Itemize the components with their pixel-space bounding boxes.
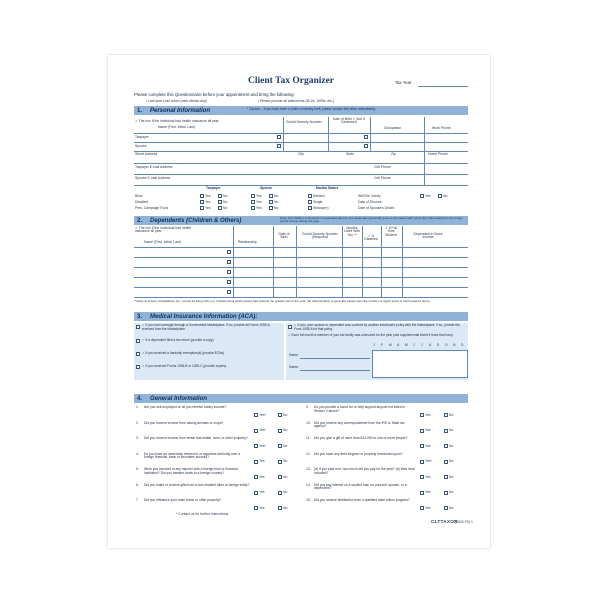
question-text: Did you refinance your main home or other property?: [144, 498, 222, 502]
spouse-blind-yes: Yes: [256, 194, 262, 198]
answer-no-label: No: [283, 443, 288, 448]
aca-name-label-2: Name:: [289, 365, 299, 369]
taxpayer-blind-yes: Yes: [205, 194, 211, 198]
answer-yes-box[interactable]: [420, 460, 424, 464]
answer-yes-box[interactable]: [254, 460, 258, 464]
s2-col-disabled: ✓ If Disabled: [364, 234, 378, 242]
question-number: 3.: [136, 436, 139, 440]
taxpayer-campaign-no-box[interactable]: [218, 206, 222, 210]
answer-no-box[interactable]: [278, 444, 282, 448]
tax-year-line: [418, 86, 468, 87]
answer-no-box[interactable]: [444, 460, 448, 464]
answer-no-box[interactable]: [278, 460, 282, 464]
dep2-health-box[interactable]: [227, 260, 231, 264]
status-header-taxpayer: Taxpayer: [206, 186, 221, 190]
marital-widow-box[interactable]: [308, 206, 312, 210]
spouse-campaign-yes: Yes: [256, 206, 262, 210]
spouse-campaign-no-box[interactable]: [269, 206, 273, 210]
form-title: Client Tax Organizer: [248, 76, 335, 86]
aca-other-policy-box[interactable]: [288, 325, 292, 329]
answer-no-label: No: [283, 505, 288, 510]
answer-yes-box[interactable]: [420, 429, 424, 433]
section-4-band: [134, 394, 468, 403]
month-a1: A: [397, 343, 400, 347]
dep4-health-box[interactable]: [227, 280, 231, 284]
question-text: (a) If you paid rent, how much did you pay for the year? (b) Was heat included?: [314, 467, 415, 475]
marital-married-box[interactable]: [308, 194, 312, 198]
section-4-title: General Information: [150, 395, 208, 402]
right-question-row: [304, 422, 468, 438]
spouse-disabled-no: No: [274, 200, 279, 204]
state-label: State: [346, 152, 354, 156]
question-number: 10.: [306, 420, 311, 425]
s2-col-dob: Date of Birth: [278, 232, 290, 240]
left-question-row: [134, 406, 302, 422]
section-3-title: Medical Insurance Information (ACA):: [150, 313, 258, 320]
s2-footnote: **Away at school, hospitalized, etc., counts as living with you. If determining which parent had custody the greater part of the year, the determination is generally based upon the number of nights spent in each parent's home.: [134, 299, 431, 303]
month-a2: A: [429, 343, 432, 347]
answer-yes-label: Yes: [425, 428, 431, 432]
file-jointly-no-box[interactable]: [438, 194, 442, 198]
s2-health-note: ✓ The box if the individual had health insurance all year: [135, 226, 192, 234]
month-o: O: [445, 343, 448, 347]
month-n: N: [453, 343, 456, 347]
section-1-band: [134, 106, 468, 115]
question-number: 5.: [136, 467, 139, 471]
marital-married: Married: [313, 194, 325, 198]
month-j3: J: [421, 343, 423, 347]
bring-item-2: • Please provide all statements (W-2s, 1099s, etc.): [258, 99, 334, 103]
form-code: (0920 FS) 1: [455, 520, 473, 524]
question-text: Did you receive distribution from a qualified state tuition program?: [314, 498, 410, 502]
answer-no-box[interactable]: [444, 475, 448, 479]
month-j2: J: [413, 343, 415, 347]
section-3-band: [134, 312, 468, 321]
brand-logo-text: CLTTAXOR: [431, 519, 458, 524]
s1-col-ssn: Social Security Number: [286, 120, 322, 124]
taxpayer-disabled-yes: Yes: [205, 200, 211, 204]
month-d: D: [461, 343, 464, 347]
date-spouse-death: Date of Spouse's Death:: [358, 206, 395, 210]
dep3-health-box[interactable]: [227, 270, 231, 274]
right-question-row: [304, 484, 468, 500]
s2-col-name: Name (First, Initial, Last): [144, 240, 181, 244]
right-question-row: [304, 499, 468, 515]
question-number: 6.: [136, 482, 139, 487]
taxpayer-campaign-yes: Yes: [205, 206, 211, 210]
question-number: 4.: [136, 451, 139, 456]
aca-left-4: ✓ If you received Forms 1095-B or 1095-C (provide copies).: [142, 364, 227, 368]
street-address-label: Street Address: [135, 152, 158, 156]
taxpayer-disabled-yes-box[interactable]: [200, 200, 204, 204]
answer-yes-label: Yes: [425, 505, 431, 510]
question-number: 14.: [306, 482, 311, 487]
s2-col-months: Months Lived With You **: [344, 226, 360, 237]
answer-yes-label: Yes: [425, 412, 431, 417]
question-number: 2.: [136, 420, 139, 425]
taxpayer-blind-no: No: [223, 194, 228, 198]
month-s: S: [437, 343, 440, 347]
answer-no-label: No: [283, 474, 288, 479]
answer-no-box[interactable]: [278, 429, 282, 433]
aca-name-label-1: Name:: [289, 353, 299, 357]
general-questions-left: [134, 406, 302, 516]
section-1-title: Personal Information: [150, 107, 211, 114]
aca-left-2: ✓ If a dependent filed a tax return (provide a copy).: [142, 338, 215, 342]
answer-no-label: No: [449, 428, 454, 432]
question-text: Did you make or receive gifts from a non-resident alien or foreign entity?: [144, 482, 250, 487]
dep1-health-box[interactable]: [227, 250, 231, 254]
date-of-divorce: Date of Divorce:: [358, 200, 383, 204]
spouse-disabled-yes: Yes: [256, 200, 262, 204]
tax-organizer-sheet: [108, 55, 490, 548]
file-jointly-yes: Yes: [425, 194, 431, 198]
row-spouse: Spouse: [135, 144, 147, 148]
answer-yes-box[interactable]: [254, 413, 258, 417]
spouse-campaign-yes-box[interactable]: [251, 206, 255, 210]
answer-yes-box[interactable]: [254, 475, 258, 479]
question-text: Did you have any debt forgiven or property foreclosed upon?: [314, 451, 403, 456]
answer-yes-label: Yes: [425, 443, 431, 448]
section-2-number: 2.: [137, 217, 143, 224]
answer-yes-label: Yes*: [259, 428, 266, 432]
taxpayer-blind-yes-box[interactable]: [200, 194, 204, 198]
will-file-jointly: Will File Jointly: [358, 194, 381, 198]
aca-months-grid[interactable]: [372, 350, 468, 378]
aca-marketplace-box[interactable]: [136, 325, 140, 329]
intro-text: Please complete this Questionnaire before your appointment and bring the following:: [134, 92, 295, 97]
taxpayer-deceased-checkbox[interactable]: [364, 135, 368, 139]
taxpayer-disabled-no: No: [223, 200, 228, 204]
answer-yes-box[interactable]: [254, 506, 258, 510]
taxpayer-cell-label: Cell Phone: [374, 165, 391, 169]
question-text: Did you receive any correspondence from the IRS or State tax agency?: [314, 420, 405, 429]
question-number: 13.: [306, 467, 311, 471]
s1-col-dob: Date of Birth ✓ Box If Deceased: [332, 117, 366, 125]
answer-yes-box[interactable]: [254, 429, 258, 433]
s2-col-income: Dependent's Gross Income: [413, 232, 443, 240]
month-m2: M: [405, 343, 408, 347]
tax-year-label: Tax Year: [395, 80, 412, 85]
right-question-row: [304, 453, 468, 469]
marital-single-box[interactable]: [308, 200, 312, 204]
question-number: 15.: [306, 498, 311, 502]
answer-yes-box[interactable]: [254, 491, 258, 495]
answer-yes-box[interactable]: [420, 475, 424, 479]
left-question-row: [134, 437, 302, 453]
aca-right-1: ✓ If you, your spouse or dependent was covered by another individual's policy with the Marketplace. If so, provide the Form 1095-A for that policy.: [294, 323, 460, 331]
s1-col-occupation: Occupation: [384, 126, 402, 130]
answer-no-box[interactable]: [278, 413, 282, 417]
status-header-spouse: Spouse: [260, 186, 273, 190]
answer-yes-label: Yes: [425, 474, 431, 479]
s1-health-note: ✓ The box if the individual had health insurance all year.: [135, 119, 220, 123]
marital-single: Single: [313, 200, 323, 204]
home-phone-label: Home Phone: [428, 152, 448, 156]
status-disabled: Disabled: [135, 200, 149, 204]
month-f: F: [381, 343, 384, 347]
right-question-row: [304, 468, 468, 484]
row-taxpayer: Taxpayer: [135, 135, 149, 139]
dep5-health-box[interactable]: [227, 290, 231, 294]
question-number: 1.: [136, 405, 139, 409]
month-m1: M: [389, 343, 392, 347]
aca-months-header: [372, 343, 468, 349]
taxpayer-blind-no-box[interactable]: [218, 194, 222, 198]
answer-no-box[interactable]: [278, 491, 282, 495]
answer-yes-label: Yes: [259, 459, 265, 463]
answer-no-label: No: [449, 459, 454, 463]
section-1-number: 1.: [137, 107, 143, 114]
answer-yes-box[interactable]: [420, 491, 424, 495]
question-text: Do you provide a home for or help support anyone not listed in Section 2 above?: [314, 405, 406, 413]
section-4-number: 4.: [137, 395, 143, 402]
question-text: Did you pay interest on a student loan for yourself, spouse, or a dependent?: [314, 482, 407, 491]
spouse-deceased-checkbox[interactable]: [364, 144, 368, 148]
section-2-title: Dependents (Children & Others): [150, 217, 242, 224]
right-question-row: [304, 437, 468, 453]
answer-yes-label: Yes*: [259, 412, 266, 417]
s1-col-name: Name (First, Initial, Last): [158, 125, 195, 129]
answer-yes-label: Yes: [259, 505, 265, 510]
left-question-row: [134, 453, 302, 469]
question-number: 11.: [306, 436, 311, 440]
question-number: 7.: [136, 498, 139, 502]
spouse-blind-no: No: [274, 194, 279, 198]
answer-no-label: No: [283, 459, 288, 463]
question-text: Did you receive income from raising animals or crops?: [144, 420, 224, 425]
answer-no-label: No: [449, 490, 454, 494]
answer-no-label: No: [449, 505, 454, 510]
answer-no-label: No: [449, 443, 454, 448]
question-text: Are you self-employed or do you receive hobby income?: [144, 405, 227, 409]
spouse-campaign-no: No: [274, 206, 279, 210]
taxpayer-campaign-no: No: [223, 206, 228, 210]
s2-col-relationship: Relationship: [238, 240, 257, 244]
answer-yes-label: Yes*: [259, 443, 266, 448]
taxpayer-campaign-yes-box[interactable]: [200, 206, 204, 210]
spouse-disabled-yes-box[interactable]: [251, 200, 255, 204]
taxpayer-health-checkbox[interactable]: [277, 135, 281, 139]
answer-no-label: No: [283, 412, 288, 417]
answer-yes-box[interactable]: [254, 444, 258, 448]
spouse-email-label: Spouse E-mail Address: [135, 176, 171, 180]
zip-label: Zip: [391, 152, 396, 156]
aca-1095bc-box[interactable]: [136, 365, 140, 369]
answer-no-label: No: [449, 474, 454, 479]
answer-yes-label: Yes: [425, 490, 431, 494]
answer-no-box[interactable]: [278, 475, 282, 479]
month-j1: J: [373, 343, 375, 347]
answer-no-box[interactable]: [278, 506, 282, 510]
spouse-cell-label: Cell Phone: [374, 176, 391, 180]
taxpayer-disabled-no-box[interactable]: [218, 200, 222, 204]
contact-note: * Contact us for further instructions.: [176, 512, 230, 516]
answer-yes-box[interactable]: [420, 506, 424, 510]
status-blind: Blind: [135, 194, 143, 198]
section-1-caution: * Caution – If you have been a victim of identity theft, please contact this office immediately.: [247, 107, 376, 111]
taxpayer-email-label: Taxpayer E-mail Address: [135, 165, 173, 169]
aca-left-3: ✓ If you received a hardship exemption(s) (provide ECNs): [142, 351, 225, 355]
file-jointly-yes-box[interactable]: [420, 194, 424, 198]
marital-widow: Widow(er): [313, 206, 329, 210]
s2-col-student: ✓ If Full Time Student: [384, 226, 398, 237]
answer-yes-box[interactable]: [420, 413, 424, 417]
spouse-blind-yes-box[interactable]: [251, 194, 255, 198]
aca-dependent-return-box[interactable]: [136, 339, 140, 343]
question-text: Did you give a gift of more than $14,000 to one or more people?: [314, 436, 408, 440]
aca-hardship-box[interactable]: [136, 352, 140, 356]
answer-yes-label: Yes*: [425, 459, 432, 463]
question-number: 9.: [306, 405, 309, 409]
bring-item-1: • Last year's tax return (new clients only): [146, 99, 207, 103]
answer-no-box[interactable]: [444, 413, 448, 417]
status-campaign: Pres. Campaign Fund: [135, 206, 168, 210]
left-question-row: [134, 484, 302, 500]
city-label: City: [298, 152, 304, 156]
s2-col-ssn: Social Security Number (Required): [302, 232, 338, 240]
answer-no-label: No: [283, 428, 288, 432]
spouse-disabled-no-box[interactable]: [269, 200, 273, 204]
question-text: Were you involved in any manner with a foreign trust or financial institution? Did you transfer funds to a foreign country?: [144, 467, 238, 475]
aca-left-1: ✓ If you had coverage through a Government Marketplace. If so, provide all Forms 1095-A received from the Marketplace.: [142, 323, 270, 331]
left-question-row: [134, 468, 302, 484]
answer-no-box[interactable]: [444, 444, 448, 448]
section-3-number: 3.: [137, 313, 143, 320]
question-text: Did you receive income from rental real estate, farm, or other property?: [144, 436, 248, 440]
question-number: 12.: [306, 451, 311, 456]
section-2-note: Note: For children of divorced or separated parents, the dependent generally goes to the parent with whom the child resided for the longer period of time during the year.: [280, 216, 463, 224]
answer-yes-label: Yes: [259, 474, 265, 479]
aca-right-2: ✓ Each full month a member of your tax family was uninsured for the year (use supplemental sheet if more than two):: [288, 333, 454, 337]
general-questions-right: [304, 406, 468, 516]
answer-no-box[interactable]: [444, 429, 448, 433]
question-text: Do you have an ownership interest in or signature authority over a foreign financial, bank or securities account?: [144, 451, 241, 460]
answer-no-label: No: [449, 412, 454, 417]
answer-no-box[interactable]: [444, 506, 448, 510]
answer-no-box[interactable]: [444, 491, 448, 495]
file-jointly-no: No: [443, 194, 448, 198]
left-question-row: [134, 422, 302, 438]
right-question-row: [304, 406, 468, 422]
s1-col-work-phone: Work Phone: [432, 126, 451, 130]
spouse-blind-no-box[interactable]: [269, 194, 273, 198]
answer-no-label: No: [283, 490, 288, 494]
answer-yes-label: Yes: [259, 490, 265, 494]
spouse-health-checkbox[interactable]: [277, 144, 281, 148]
answer-yes-box[interactable]: [420, 444, 424, 448]
status-header-marital: Marital Status: [316, 186, 339, 190]
